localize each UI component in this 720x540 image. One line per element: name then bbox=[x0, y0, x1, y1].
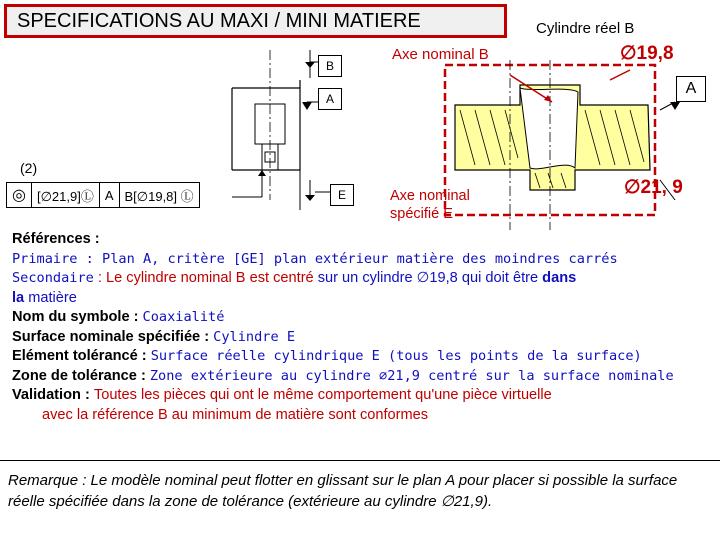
note-number: (2) bbox=[20, 160, 38, 176]
symbol-name-label: Nom du symbole : bbox=[12, 309, 143, 325]
datum-b-box: B bbox=[318, 55, 342, 77]
datum-e-box: E bbox=[330, 184, 354, 206]
diameter-19-8-label: ∅19,8 bbox=[620, 43, 674, 64]
specified-axis-line-2: spécifié E bbox=[390, 206, 453, 222]
validation-line bbox=[12, 386, 708, 406]
secondary-la: la bbox=[12, 289, 25, 306]
feature-control-frame bbox=[6, 182, 200, 208]
page-title: SPECIFICATIONS AU MAXI / MINI MATIERE bbox=[4, 4, 507, 38]
references-heading: Références : bbox=[12, 231, 100, 247]
specification-text bbox=[12, 230, 708, 425]
validation-label: Validation : bbox=[12, 387, 94, 403]
secondary-text-1: : Le cylindre nominal B est centré bbox=[93, 270, 314, 286]
real-cylinder-label: Cylindre réel B bbox=[536, 20, 635, 37]
tolerance-zone-line bbox=[12, 367, 708, 387]
validation-value-1: Toutes les pièces qui ont le même comportement qu'une pièce virtuelle bbox=[93, 387, 552, 403]
separator-line bbox=[0, 460, 720, 461]
secondary-dans: dans bbox=[542, 270, 577, 286]
tolerance-zone-value: Zone extérieure au cylindre ∅21,9 centré sur la surface nominale bbox=[149, 367, 674, 384]
tolerance-zone-label: Zone de tolérance : bbox=[12, 367, 150, 384]
fcf-datum-primary: A bbox=[100, 183, 120, 207]
datum-a-right-box: A bbox=[676, 76, 706, 102]
validation-line-2: avec la référence B au minimum de matière sont conformes bbox=[42, 406, 429, 423]
primary-reference: Primaire : Plan A, critère [GE] plan extérieur matière des moindres carrés bbox=[12, 250, 618, 267]
toleranced-element-label: Elément tolérancé : bbox=[12, 348, 151, 364]
secondary-matiere: matière bbox=[24, 289, 77, 306]
coaxiality-icon: ◎ bbox=[7, 183, 32, 207]
toleranced-element-line bbox=[12, 347, 708, 367]
specified-axis-label bbox=[390, 187, 470, 223]
fcf-datum-secondary: B[∅19,8] Ⓛ bbox=[124, 188, 194, 204]
toleranced-element-value: Surface réelle cylindrique E (tous les points de la surface) bbox=[150, 348, 642, 364]
diameter-21-9-label: ∅21, 9 bbox=[624, 177, 683, 198]
nominal-surface-line bbox=[12, 328, 708, 348]
nominal-surface-value: Cylindre E bbox=[213, 328, 295, 345]
remark-text: Remarque : Le modèle nominal peut flotter en glissant sur le plan A pour placer si possible la surface réelle spécifiée dans la zone de tolérance (extérieure au cylindre ∅21,9). bbox=[8, 472, 678, 510]
symbol-name-value: Coaxialité bbox=[142, 309, 225, 325]
secondary-reference bbox=[12, 269, 708, 308]
fcf-tolerance: [∅21,9]Ⓛ bbox=[32, 183, 100, 207]
datum-a-box: A bbox=[318, 88, 342, 110]
secondary-text-2: sur un cylindre ∅19,8 qui doit être bbox=[313, 270, 543, 286]
specified-axis-line-1: Axe nominal bbox=[390, 188, 470, 204]
secondary-label: Secondaire bbox=[12, 270, 94, 286]
nominal-axis-b-label: Axe nominal B bbox=[392, 46, 489, 63]
symbol-name-line bbox=[12, 308, 708, 328]
nominal-surface-label: Surface nominale spécifiée : bbox=[12, 328, 214, 345]
